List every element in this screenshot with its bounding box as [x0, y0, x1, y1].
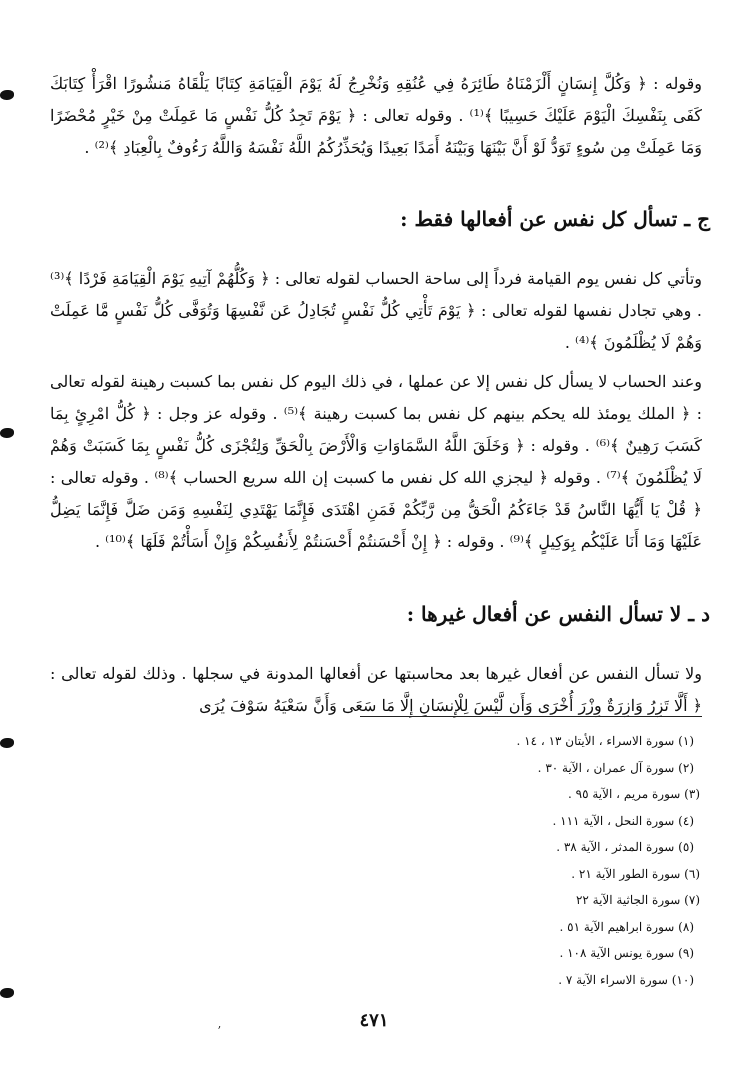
page-number: ٤٧١ [359, 1010, 389, 1031]
footnote-item: (٧) سورة الجاثية الآية ٢٢ [575, 893, 700, 907]
scan-edge-mark [0, 90, 14, 100]
section-heading-d: د ـ لا تسأل النفس عن أفعال غيرها : [406, 602, 710, 626]
footnote-separator [360, 716, 702, 717]
footnote-item: (٢) سورة آل عمران ، الآية ٣٠ . [537, 760, 694, 775]
scan-edge-mark [0, 988, 14, 998]
paragraph-c-1: وتأتي كل نفس يوم القيامة فرداً إلى ساحة الحساب لقوله تعالى : ﴿ وَكُلُّهُمْ آتِيهِ يَوْمَ الْقِيَامَةِ فَرْدًا ﴾⁽³⁾ . وهي تجادل نفسها لقوله تعالى : ﴿ يَوْمَ تَأْتِي كُلُّ نَفْسٍ تُجَادِلُ عَن نَّفْسِهَا وَتُوَفَّى كُلُّ نَفْسٍ مَّا عَمِلَتْ وَهُمْ لَا يُظْلَمُونَ ﴾⁽⁴⁾ . [50, 269, 702, 352]
scan-edge-mark [0, 428, 14, 438]
footnote-item: (٤) سورة النحل ، الآية ١١١ . [552, 813, 694, 828]
scan-edge-mark [0, 738, 14, 748]
paragraph-intro: وقوله : ﴿ وَكُلَّ إِنسَانٍ أَلْزَمْنَاهُ طَائِرَهُ فِي عُنُقِهِ وَنُخْرِجُ لَهُ يَوْمَ الْقِيَامَةِ كِتَابًا يَلْقَاهُ مَنشُورًا اقْرَأْ كِتَابَكَ كَفَى بِنَفْسِكَ الْيَوْمَ عَلَيْكَ حَسِيبًا ﴾⁽¹⁾ . وقوله تعالى : ﴿ يَوْمَ تَجِدُ كُلُّ نَفْسٍ مَا عَمِلَتْ مِنْ خَيْرٍ مُحْضَرًا وَمَا عَمِلَتْ مِن سُوءٍ تَوَدُّ لَوْ أَنَّ بَيْنَهَا وَبَيْنَهُ أَمَدًا بَعِيدًا وَيُحَذِّرُكُمُ اللَّهُ نَفْسَهُ وَاللَّهُ رَءُوفٌ بِالْعِبَادِ ﴾⁽²⁾ . [50, 74, 702, 157]
footnote-item: (١) سورة الاسراء ، الأيتان ١٣ ، ١٤ . [516, 734, 694, 748]
scan-speck: ʼ [217, 1024, 221, 1038]
footnotes-list [360, 728, 702, 993]
footnote-item: (٣) سورة مريم ، الآية ٩٥ . [568, 787, 700, 801]
footnote-item: (٦) سورة الطور الآية ٢١ . [571, 866, 700, 881]
paragraph-c-2: وعند الحساب لا يسأل كل نفس إلا عن عملها ، في ذلك اليوم كل نفس بما كسبت رهينة لقوله تعالى : ﴿ الملك يومئذ لله يحكم بينهم كل نفس بما كسبت رهينة ﴾⁽⁵⁾ . وقوله عز وجل : ﴿ كُلُّ امْرِئٍ بِمَا كَسَبَ رَهِينٌ ﴾⁽⁶⁾ . وقوله : ﴿ وَخَلَقَ اللَّهُ السَّمَاوَاتِ وَالْأَرْضَ بِالْحَقِّ وَلِتُجْزَى كُلُّ نَفْسٍ بِمَا كَسَبَتْ وَهُمْ لَا يُظْلَمُونَ ﴾⁽⁷⁾ . وقوله ﴿ ليجزي الله كل نفس ما كسبت إن الله سريع الحساب ﴾⁽⁸⁾ . وقوله تعالى : ﴿ قُلْ يَا أَيُّهَا النَّاسُ قَدْ جَاءَكُمُ الْحَقُّ مِن رَّبِّكُمْ فَمَنِ اهْتَدَى فَإِنَّمَا يَهْتَدِي لِنَفْسِهِ وَمَن ضَلَّ فَإِنَّمَا يَضِلُّ عَلَيْهَا وَمَا أَنَا عَلَيْكُم بِوَكِيلٍ ﴾⁽⁹⁾ . وقوله : ﴿ إِنْ أَحْسَنتُمْ أَحْسَنتُمْ لِأَنفُسِكُمْ وَإِنْ أَسَأْتُمْ فَلَهَا ﴾⁽¹⁰⁾ . [50, 372, 703, 551]
paragraph-d-1: ولا تسأل النفس عن أفعال غيرها بعد محاسبتها عن أفعالها المدونة في سجلها . وذلك لقوله تعالى : ﴿ أَلَّا تَزِرُ وَازِرَةٌ وِزْرَ أُخْرَى وَأَن لَّيْسَ لِلْإِنسَانِ إِلَّا مَا سَعَى وَأَنَّ سَعْيَهُ سَوْفَ يُرَى [50, 664, 702, 715]
section-heading-c: ج ـ تسأل كل نفس عن أفعالها فقط : [400, 207, 710, 231]
footnote-item: (٨) سورة ابراهيم الآية ٥١ . [559, 919, 694, 934]
footnote-item: (٥) سورة المدثر ، الآية ٣٨ . [556, 840, 694, 854]
footnote-item: (١٠) سورة الاسراء الآية ٧ . [558, 972, 694, 987]
footnote-item: (٩) سورة يونس الآية ١٠٨ . [559, 946, 694, 960]
